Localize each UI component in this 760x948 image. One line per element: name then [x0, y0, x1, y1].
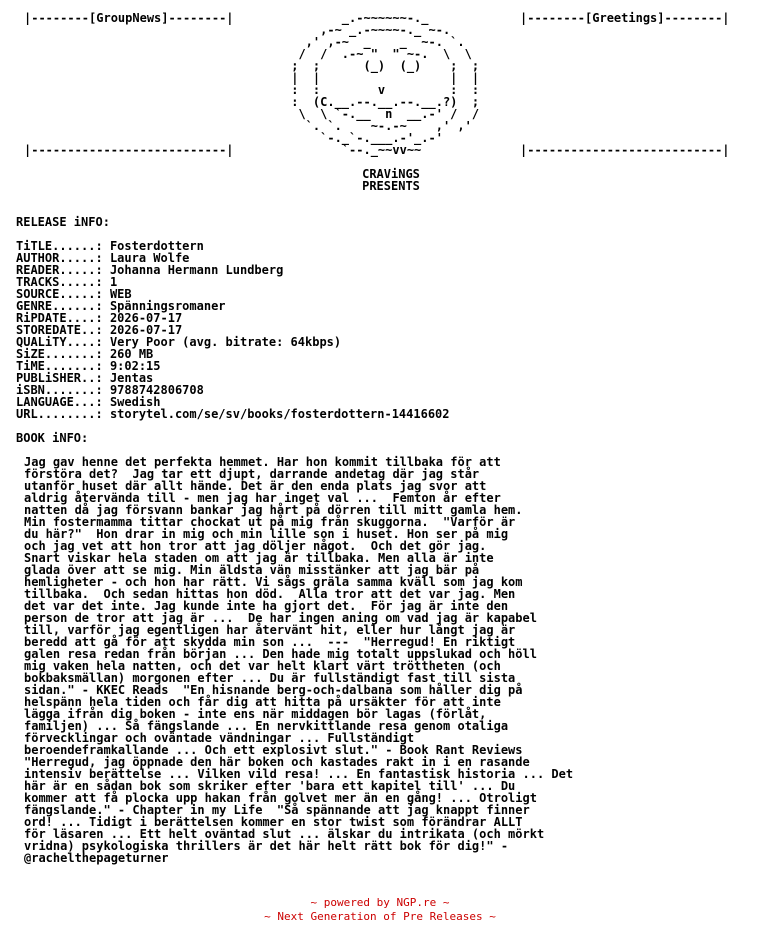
group-name: CRAViNGS	[362, 167, 420, 181]
info-row: TiME.......: 9:02:15	[16, 359, 161, 373]
book-info-line: Snart viskar hela staden om att jag är tillbaka. Men alla är inte	[24, 551, 494, 565]
info-row: RiPDATE....: 2026-07-17	[16, 311, 183, 325]
book-info-line: helspänn hela tiden och får dig att hitta på ursäkter för att inte	[24, 695, 501, 709]
book-info-line: och jag vet att hon tror att jag döljer något. Och det gör jag.	[24, 539, 487, 553]
book-info-line: glada över att se mig. Min äldsta vän misstänker att jag bär på	[24, 563, 480, 577]
book-info-line: till, varför jag egentligen har återvänt hit, eller hur långt jag är	[24, 623, 516, 637]
info-row: SiZE.......: 260 MB	[16, 347, 154, 361]
info-row: READER.....: Johanna Hermann Lundberg	[16, 263, 284, 277]
book-info-line: galen resa redan från början ... Den hade mig totalt uppslukad och höll	[24, 647, 537, 661]
ngp-tagline: ~ Next Generation of Pre Releases ~	[264, 910, 496, 923]
book-info-line: natten då jag försvann bankar jag hårt på dörren till mitt gamla hem.	[24, 503, 523, 517]
book-info-line: vridna) psykologiska thrillers är det här helt rätt bok för dig!" -	[24, 839, 509, 853]
info-row: QUALiTY....: Very Poor (avg. bitrate: 64kbps)	[16, 335, 342, 349]
book-info-line: kommer att få plocka upp hakan från golvet mer än en gång! ... Otroligt	[24, 791, 537, 805]
info-row: iSBN.......: 9788742806708	[16, 383, 204, 397]
book-info-line: bokbaksmällan) morgonen efter ... Du är fullständigt fast till sista	[24, 671, 516, 685]
book-info-line: "Herregud, jag öppnade den här boken och kastades rakt in i en rasande	[24, 755, 530, 769]
book-info-line: det var det inte. Jag kunde inte ha gjort det. För jag är inte den	[24, 599, 509, 613]
book-info-line: ord! ... Tidigt i berättelsen kommer en stor twist som förändrar ALLT	[24, 815, 523, 829]
book-info-line: hemligheter - och hon har rätt. Vi sågs gräla samma kväll som jag kom	[24, 575, 523, 589]
powered-by-line: ~ powered by NGP.re ~	[310, 896, 450, 909]
book-info-line: här är en sådan bok som skriker efter 'bara ett kapitel till' ... Du	[24, 779, 516, 793]
info-row: TiTLE......: Fosterdottern	[16, 239, 204, 253]
info-row: TRACKS.....: 1	[16, 275, 118, 289]
info-row: STOREDATE..: 2026-07-17	[16, 323, 183, 337]
book-info-line: utanför huset där allt hände. Det är den enda plats jag svor att	[24, 479, 487, 493]
groupnews-header: |--------[GroupNews]--------|	[24, 11, 234, 25]
book-info-line: beredd att gå för att skydda min son ... --- "Herregud! En riktigt	[24, 635, 516, 649]
ascii-face-logo: _.-~~~~~~-._ ,-~ _.-~~~~-._ ~-. ,' ,-~ _ _ ~-. `. / / .-~ " " ~-. \ \ ; ; (_) (_) ; ; | | | | : : v : : : (C.__.--.__.--.__.?) ; \ \ `-.__ n __.-' / / `. `. ~-.-~ ,' ,' `-._`-.___.-'_.-' `--._~~vv~~	[291, 11, 480, 157]
release-info-heading: RELEASE iNFO:	[16, 215, 110, 229]
info-row: PUBLiSHER..: Jentas	[16, 371, 154, 385]
book-info-line: fängslande." - Chapter in my Life "Så spännande att jag knappt finner	[24, 803, 530, 817]
book-info-line: person de tror att jag är ... De har ingen aning om vad jag är kapabel	[24, 611, 537, 625]
book-info-line: för läsaren ... Ett helt oväntad slut ... älskar du intrikata (och mörkt	[24, 827, 545, 841]
groupnews-footer-rule: |---------------------------|	[24, 143, 234, 157]
info-row: SOURCE.....: WEB	[16, 287, 132, 301]
greetings-header: |--------[Greetings]--------|	[520, 11, 730, 25]
book-info-line: lägga ifrån dig boken - inte ens när middagen bör lagas (förlåt,	[24, 707, 487, 721]
book-info-line: tillbaka. Och sedan hittas hon död. Alla tror att det var jag. Men	[24, 587, 516, 601]
info-row: URL........: storytel.com/se/sv/books/fosterdottern-14416602	[16, 407, 450, 421]
book-info-line: förstöra det? Jag tar ett djupt, darrande andetag där jag står	[24, 467, 480, 481]
book-info-line: intensiv berättelse ... Vilken vild resa! ... En fantastisk historia ... Det	[24, 767, 574, 781]
book-info-heading: BOOK iNFO:	[16, 431, 89, 445]
book-info-line: @rachelthepageturner	[24, 851, 169, 865]
book-info-line: aldrig återvända till - men jag har inget val ... Femton år efter	[24, 491, 501, 505]
info-row: GENRE......: Spänningsromaner	[16, 299, 226, 313]
book-info-line: förvecklingar och oväntade vändningar ... Fullständigt	[24, 731, 415, 745]
book-info-line: beroendeframkallande ... Och ett explosivt slut." - Book Rant Reviews	[24, 743, 523, 757]
release-info-fields	[16, 240, 450, 420]
book-info-line: mig vaken hela natten, och det var helt klart värt tröttheten (och	[24, 659, 501, 673]
book-info-line: sidan." - KKEC Reads "En hisnande berg-och-dalbana som håller dig på	[24, 683, 523, 697]
info-row: LANGUAGE...: Swedish	[16, 395, 161, 409]
greetings-footer-rule: |---------------------------|	[520, 143, 730, 157]
book-info-line: familjen) ... Så fängslande ... En nervkittlande resa genom otaliga	[24, 719, 509, 733]
book-info-line: Jag gav henne det perfekta hemmet. Har hon kommit tillbaka för att	[24, 455, 501, 469]
presents-label: PRESENTS	[362, 179, 420, 193]
book-description	[24, 456, 644, 864]
info-row: AUTHOR.....: Laura Wolfe	[16, 251, 190, 265]
book-info-line: Min fostermamma tittar chockat ut på mig från skuggorna. "Varför är	[24, 515, 516, 529]
book-info-line: du här?" Hon drar in mig och min lille son i huset. Hon ser på mig	[24, 527, 509, 541]
